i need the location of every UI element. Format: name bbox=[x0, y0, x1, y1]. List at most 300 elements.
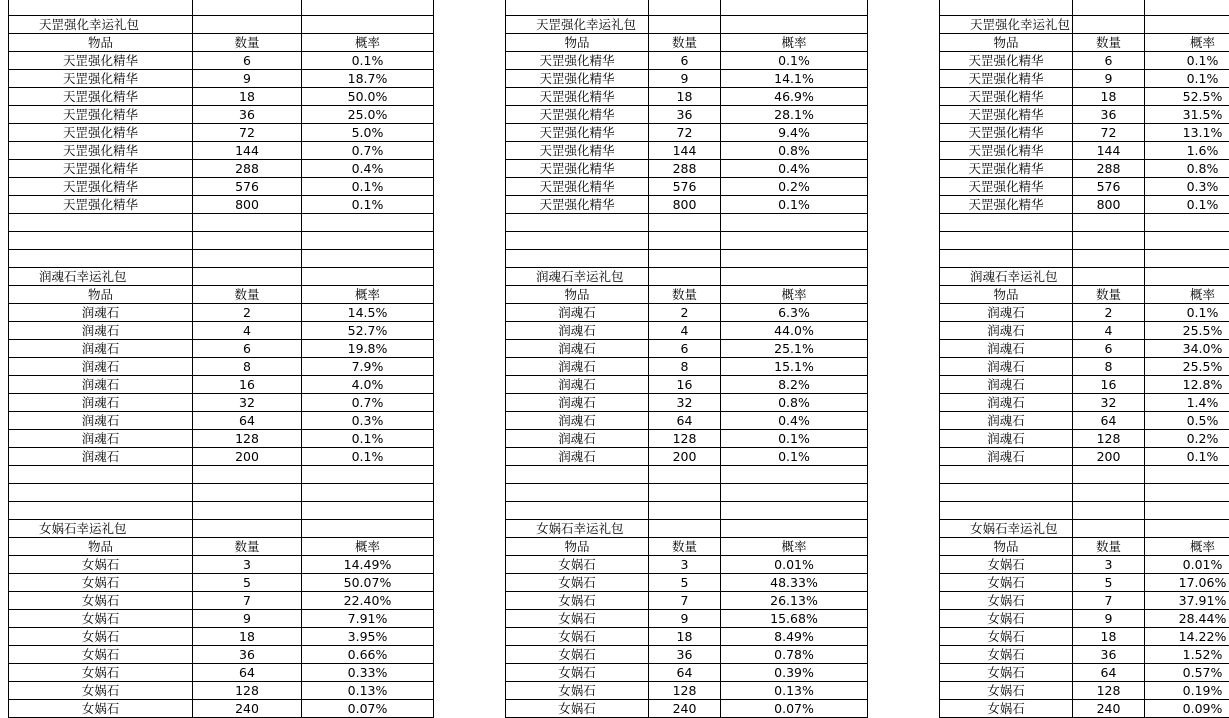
item-cell[interactable]: 女娲石 bbox=[940, 574, 1073, 592]
empty-cell[interactable] bbox=[506, 232, 649, 250]
empty-cell[interactable] bbox=[1073, 0, 1145, 16]
item-cell[interactable]: 女娲石 bbox=[506, 682, 649, 700]
probability-cell[interactable]: 0.07% bbox=[302, 700, 434, 718]
item-cell[interactable]: 润魂石 bbox=[9, 412, 193, 430]
item-cell[interactable]: 天罡强化精华 bbox=[940, 178, 1073, 196]
probability-cell[interactable]: 34.0% bbox=[1145, 340, 1229, 358]
item-cell[interactable]: 天罡强化精华 bbox=[9, 88, 193, 106]
empty-cell[interactable] bbox=[193, 466, 302, 484]
quantity-cell[interactable]: 36 bbox=[193, 106, 302, 124]
probability-cell[interactable]: 6.3% bbox=[721, 304, 868, 322]
quantity-cell[interactable]: 32 bbox=[1073, 394, 1145, 412]
probability-cell[interactable]: 14.22% bbox=[1145, 628, 1229, 646]
item-cell[interactable]: 润魂石 bbox=[940, 412, 1073, 430]
item-cell[interactable]: 润魂石 bbox=[506, 340, 649, 358]
empty-cell[interactable] bbox=[721, 484, 868, 502]
quantity-header-cell[interactable]: 数量 bbox=[193, 538, 302, 556]
item-cell[interactable]: 天罡强化精华 bbox=[506, 106, 649, 124]
probability-cell[interactable]: 0.01% bbox=[721, 556, 868, 574]
item-cell[interactable]: 女娲石 bbox=[940, 664, 1073, 682]
probability-cell[interactable]: 0.2% bbox=[1145, 430, 1229, 448]
empty-cell[interactable] bbox=[193, 250, 302, 268]
quantity-header-cell[interactable]: 数量 bbox=[193, 286, 302, 304]
empty-cell[interactable] bbox=[506, 484, 649, 502]
probability-header-cell[interactable]: 概率 bbox=[302, 34, 434, 52]
empty-cell[interactable] bbox=[9, 232, 193, 250]
quantity-cell[interactable]: 240 bbox=[1073, 700, 1145, 718]
empty-cell[interactable] bbox=[1145, 214, 1229, 232]
probability-cell[interactable]: 15.68% bbox=[721, 610, 868, 628]
empty-cell[interactable] bbox=[940, 502, 1073, 520]
item-cell[interactable]: 天罡强化精华 bbox=[506, 178, 649, 196]
probability-cell[interactable]: 31.5% bbox=[1145, 106, 1229, 124]
item-header-cell[interactable]: 物品 bbox=[9, 286, 193, 304]
quantity-cell[interactable]: 9 bbox=[193, 70, 302, 88]
item-cell[interactable]: 天罡强化精华 bbox=[940, 196, 1073, 214]
probability-cell[interactable]: 0.1% bbox=[1145, 70, 1229, 88]
empty-cell[interactable] bbox=[506, 502, 649, 520]
probability-cell[interactable]: 0.8% bbox=[1145, 160, 1229, 178]
item-cell[interactable]: 天罡强化精华 bbox=[9, 52, 193, 70]
item-header-cell[interactable]: 物品 bbox=[506, 538, 649, 556]
item-cell[interactable]: 天罡强化精华 bbox=[940, 160, 1073, 178]
probability-cell[interactable]: 18.7% bbox=[302, 70, 434, 88]
quantity-cell[interactable]: 144 bbox=[1073, 142, 1145, 160]
quantity-cell[interactable]: 576 bbox=[649, 178, 721, 196]
quantity-cell[interactable]: 5 bbox=[649, 574, 721, 592]
item-header-cell[interactable]: 物品 bbox=[940, 538, 1073, 556]
probability-cell[interactable]: 52.7% bbox=[302, 322, 434, 340]
item-cell[interactable]: 润魂石 bbox=[506, 358, 649, 376]
quantity-cell[interactable]: 128 bbox=[193, 682, 302, 700]
item-cell[interactable]: 女娲石 bbox=[9, 592, 193, 610]
empty-cell[interactable] bbox=[9, 502, 193, 520]
item-header-cell[interactable]: 物品 bbox=[9, 34, 193, 52]
quantity-cell[interactable]: 72 bbox=[649, 124, 721, 142]
quantity-cell[interactable]: 36 bbox=[649, 106, 721, 124]
empty-cell[interactable] bbox=[193, 520, 302, 538]
empty-cell[interactable] bbox=[649, 502, 721, 520]
item-cell[interactable]: 润魂石 bbox=[506, 304, 649, 322]
item-cell[interactable]: 女娲石 bbox=[940, 700, 1073, 718]
item-cell[interactable]: 天罡强化精华 bbox=[9, 106, 193, 124]
probability-header-cell[interactable]: 概率 bbox=[721, 286, 868, 304]
item-cell[interactable]: 润魂石 bbox=[9, 448, 193, 466]
item-cell[interactable]: 女娲石 bbox=[940, 610, 1073, 628]
quantity-cell[interactable]: 6 bbox=[1073, 340, 1145, 358]
probability-cell[interactable]: 0.13% bbox=[302, 682, 434, 700]
empty-cell[interactable] bbox=[302, 214, 434, 232]
probability-cell[interactable]: 37.91% bbox=[1145, 592, 1229, 610]
empty-cell[interactable] bbox=[193, 268, 302, 286]
probability-cell[interactable]: 1.6% bbox=[1145, 142, 1229, 160]
quantity-cell[interactable]: 18 bbox=[649, 628, 721, 646]
empty-cell[interactable] bbox=[1073, 214, 1145, 232]
item-cell[interactable]: 女娲石 bbox=[940, 556, 1073, 574]
quantity-cell[interactable]: 32 bbox=[649, 394, 721, 412]
probability-cell[interactable]: 3.95% bbox=[302, 628, 434, 646]
quantity-header-cell[interactable]: 数量 bbox=[1073, 286, 1145, 304]
probability-cell[interactable]: 22.40% bbox=[302, 592, 434, 610]
item-cell[interactable]: 女娲石 bbox=[9, 574, 193, 592]
probability-cell[interactable]: 8.2% bbox=[721, 376, 868, 394]
probability-cell[interactable]: 0.7% bbox=[302, 394, 434, 412]
item-cell[interactable]: 女娲石 bbox=[9, 700, 193, 718]
probability-cell[interactable]: 0.1% bbox=[721, 430, 868, 448]
quantity-cell[interactable]: 2 bbox=[1073, 304, 1145, 322]
empty-cell[interactable] bbox=[1145, 466, 1229, 484]
item-cell[interactable]: 润魂石 bbox=[506, 376, 649, 394]
empty-cell[interactable] bbox=[193, 502, 302, 520]
item-cell[interactable]: 女娲石 bbox=[9, 628, 193, 646]
item-cell[interactable]: 润魂石 bbox=[506, 412, 649, 430]
probability-header-cell[interactable]: 概率 bbox=[1145, 34, 1229, 52]
quantity-cell[interactable]: 64 bbox=[649, 664, 721, 682]
probability-cell[interactable]: 0.1% bbox=[302, 178, 434, 196]
item-cell[interactable]: 女娲石 bbox=[9, 556, 193, 574]
item-cell[interactable]: 女娲石 bbox=[506, 628, 649, 646]
empty-cell[interactable] bbox=[721, 268, 868, 286]
probability-cell[interactable]: 0.8% bbox=[721, 142, 868, 160]
quantity-cell[interactable]: 64 bbox=[649, 412, 721, 430]
empty-cell[interactable] bbox=[506, 214, 649, 232]
probability-cell[interactable]: 4.0% bbox=[302, 376, 434, 394]
probability-cell[interactable]: 0.3% bbox=[302, 412, 434, 430]
item-cell[interactable]: 润魂石 bbox=[940, 430, 1073, 448]
probability-cell[interactable]: 1.52% bbox=[1145, 646, 1229, 664]
empty-cell[interactable] bbox=[302, 232, 434, 250]
item-cell[interactable]: 天罡强化精华 bbox=[940, 142, 1073, 160]
item-cell[interactable]: 润魂石 bbox=[9, 394, 193, 412]
quantity-cell[interactable]: 128 bbox=[1073, 430, 1145, 448]
quantity-cell[interactable]: 4 bbox=[649, 322, 721, 340]
item-cell[interactable]: 女娲石 bbox=[9, 682, 193, 700]
quantity-cell[interactable]: 18 bbox=[193, 628, 302, 646]
quantity-cell[interactable]: 8 bbox=[193, 358, 302, 376]
empty-cell[interactable] bbox=[302, 484, 434, 502]
item-cell[interactable]: 天罡强化精华 bbox=[506, 160, 649, 178]
item-cell[interactable]: 天罡强化精华 bbox=[940, 88, 1073, 106]
probability-cell[interactable]: 28.1% bbox=[721, 106, 868, 124]
quantity-cell[interactable]: 36 bbox=[193, 646, 302, 664]
quantity-cell[interactable]: 800 bbox=[649, 196, 721, 214]
section-title-cell[interactable]: 润魂石幸运礼包 bbox=[506, 268, 649, 286]
probability-cell[interactable]: 25.0% bbox=[302, 106, 434, 124]
empty-cell[interactable] bbox=[1073, 520, 1145, 538]
empty-cell[interactable] bbox=[1073, 16, 1145, 34]
empty-cell[interactable] bbox=[1145, 502, 1229, 520]
quantity-cell[interactable]: 9 bbox=[1073, 70, 1145, 88]
quantity-cell[interactable]: 72 bbox=[193, 124, 302, 142]
probability-header-cell[interactable]: 概率 bbox=[721, 538, 868, 556]
probability-cell[interactable]: 0.4% bbox=[721, 412, 868, 430]
empty-cell[interactable] bbox=[721, 214, 868, 232]
item-cell[interactable]: 女娲石 bbox=[506, 664, 649, 682]
item-cell[interactable]: 润魂石 bbox=[506, 394, 649, 412]
section-title-cell[interactable]: 天罡强化幸运礼包 bbox=[9, 16, 193, 34]
quantity-cell[interactable]: 6 bbox=[649, 340, 721, 358]
empty-cell[interactable] bbox=[506, 250, 649, 268]
empty-cell[interactable] bbox=[302, 502, 434, 520]
empty-cell[interactable] bbox=[9, 484, 193, 502]
item-cell[interactable]: 润魂石 bbox=[940, 376, 1073, 394]
probability-cell[interactable]: 14.5% bbox=[302, 304, 434, 322]
probability-cell[interactable]: 50.0% bbox=[302, 88, 434, 106]
empty-cell[interactable] bbox=[940, 484, 1073, 502]
empty-cell[interactable] bbox=[649, 250, 721, 268]
empty-cell[interactable] bbox=[1145, 484, 1229, 502]
probability-cell[interactable]: 15.1% bbox=[721, 358, 868, 376]
item-cell[interactable]: 润魂石 bbox=[506, 430, 649, 448]
empty-cell[interactable] bbox=[9, 214, 193, 232]
empty-cell[interactable] bbox=[1145, 268, 1229, 286]
quantity-cell[interactable]: 9 bbox=[193, 610, 302, 628]
item-cell[interactable]: 润魂石 bbox=[940, 358, 1073, 376]
probability-cell[interactable]: 7.91% bbox=[302, 610, 434, 628]
empty-cell[interactable] bbox=[1145, 16, 1229, 34]
item-cell[interactable]: 天罡强化精华 bbox=[940, 106, 1073, 124]
item-cell[interactable]: 润魂石 bbox=[940, 304, 1073, 322]
quantity-header-cell[interactable]: 数量 bbox=[649, 34, 721, 52]
probability-cell[interactable]: 0.1% bbox=[721, 52, 868, 70]
item-cell[interactable]: 天罡强化精华 bbox=[9, 196, 193, 214]
empty-cell[interactable] bbox=[721, 0, 868, 16]
item-cell[interactable]: 天罡强化精华 bbox=[9, 142, 193, 160]
quantity-cell[interactable]: 6 bbox=[193, 52, 302, 70]
quantity-cell[interactable]: 240 bbox=[193, 700, 302, 718]
probability-cell[interactable]: 0.1% bbox=[1145, 52, 1229, 70]
empty-cell[interactable] bbox=[1073, 484, 1145, 502]
probability-cell[interactable]: 44.0% bbox=[721, 322, 868, 340]
quantity-cell[interactable]: 6 bbox=[1073, 52, 1145, 70]
quantity-header-cell[interactable]: 数量 bbox=[193, 34, 302, 52]
probability-cell[interactable]: 14.1% bbox=[721, 70, 868, 88]
item-cell[interactable]: 润魂石 bbox=[9, 322, 193, 340]
probability-cell[interactable]: 0.5% bbox=[1145, 412, 1229, 430]
probability-cell[interactable]: 0.57% bbox=[1145, 664, 1229, 682]
item-cell[interactable]: 润魂石 bbox=[9, 430, 193, 448]
probability-cell[interactable]: 0.1% bbox=[721, 448, 868, 466]
probability-cell[interactable]: 0.4% bbox=[721, 160, 868, 178]
section-title-cell[interactable]: 女娲石幸运礼包 bbox=[940, 520, 1073, 538]
probability-cell[interactable]: 7.9% bbox=[302, 358, 434, 376]
empty-cell[interactable] bbox=[721, 16, 868, 34]
quantity-cell[interactable]: 18 bbox=[1073, 88, 1145, 106]
probability-cell[interactable]: 0.1% bbox=[302, 430, 434, 448]
probability-cell[interactable]: 19.8% bbox=[302, 340, 434, 358]
item-cell[interactable]: 天罡强化精华 bbox=[9, 70, 193, 88]
quantity-cell[interactable]: 200 bbox=[1073, 448, 1145, 466]
empty-cell[interactable] bbox=[721, 232, 868, 250]
item-cell[interactable]: 天罡强化精华 bbox=[506, 70, 649, 88]
quantity-cell[interactable]: 8 bbox=[649, 358, 721, 376]
quantity-cell[interactable]: 9 bbox=[649, 610, 721, 628]
item-cell[interactable]: 润魂石 bbox=[9, 304, 193, 322]
empty-cell[interactable] bbox=[302, 0, 434, 16]
probability-cell[interactable]: 8.49% bbox=[721, 628, 868, 646]
quantity-cell[interactable]: 128 bbox=[649, 430, 721, 448]
probability-cell[interactable]: 17.06% bbox=[1145, 574, 1229, 592]
quantity-cell[interactable]: 36 bbox=[1073, 646, 1145, 664]
quantity-cell[interactable]: 16 bbox=[193, 376, 302, 394]
item-cell[interactable]: 女娲石 bbox=[506, 574, 649, 592]
quantity-cell[interactable]: 240 bbox=[649, 700, 721, 718]
item-cell[interactable]: 润魂石 bbox=[940, 340, 1073, 358]
quantity-cell[interactable]: 4 bbox=[1073, 322, 1145, 340]
quantity-cell[interactable]: 9 bbox=[649, 70, 721, 88]
probability-cell[interactable]: 50.07% bbox=[302, 574, 434, 592]
quantity-cell[interactable]: 800 bbox=[1073, 196, 1145, 214]
empty-cell[interactable] bbox=[302, 520, 434, 538]
quantity-cell[interactable]: 36 bbox=[649, 646, 721, 664]
item-cell[interactable]: 女娲石 bbox=[506, 700, 649, 718]
item-cell[interactable]: 女娲石 bbox=[9, 610, 193, 628]
empty-cell[interactable] bbox=[721, 250, 868, 268]
probability-cell[interactable]: 1.4% bbox=[1145, 394, 1229, 412]
probability-cell[interactable]: 28.44% bbox=[1145, 610, 1229, 628]
section-title-cell[interactable]: 润魂石幸运礼包 bbox=[9, 268, 193, 286]
quantity-cell[interactable]: 16 bbox=[649, 376, 721, 394]
section-title-cell[interactable]: 女娲石幸运礼包 bbox=[9, 520, 193, 538]
empty-cell[interactable] bbox=[1073, 250, 1145, 268]
item-cell[interactable]: 润魂石 bbox=[506, 448, 649, 466]
item-cell[interactable]: 天罡强化精华 bbox=[9, 124, 193, 142]
quantity-cell[interactable]: 128 bbox=[1073, 682, 1145, 700]
item-cell[interactable]: 天罡强化精华 bbox=[940, 70, 1073, 88]
item-cell[interactable]: 天罡强化精华 bbox=[940, 52, 1073, 70]
empty-cell[interactable] bbox=[721, 502, 868, 520]
probability-cell[interactable]: 0.2% bbox=[721, 178, 868, 196]
empty-cell[interactable] bbox=[649, 232, 721, 250]
empty-cell[interactable] bbox=[721, 520, 868, 538]
quantity-cell[interactable]: 3 bbox=[193, 556, 302, 574]
item-cell[interactable]: 天罡强化精华 bbox=[9, 160, 193, 178]
probability-cell[interactable]: 0.78% bbox=[721, 646, 868, 664]
empty-cell[interactable] bbox=[649, 466, 721, 484]
item-cell[interactable]: 女娲石 bbox=[9, 646, 193, 664]
section-title-cell[interactable]: 天罡强化幸运礼包 bbox=[940, 16, 1073, 34]
probability-cell[interactable]: 48.33% bbox=[721, 574, 868, 592]
item-cell[interactable]: 女娲石 bbox=[506, 646, 649, 664]
probability-cell[interactable]: 13.1% bbox=[1145, 124, 1229, 142]
quantity-cell[interactable]: 288 bbox=[649, 160, 721, 178]
quantity-cell[interactable]: 800 bbox=[193, 196, 302, 214]
quantity-cell[interactable]: 9 bbox=[1073, 610, 1145, 628]
probability-cell[interactable]: 0.3% bbox=[1145, 178, 1229, 196]
probability-cell[interactable]: 0.1% bbox=[302, 52, 434, 70]
empty-cell[interactable] bbox=[940, 0, 1073, 16]
empty-cell[interactable] bbox=[9, 0, 193, 16]
quantity-cell[interactable]: 3 bbox=[649, 556, 721, 574]
empty-cell[interactable] bbox=[193, 232, 302, 250]
quantity-cell[interactable]: 7 bbox=[193, 592, 302, 610]
quantity-cell[interactable]: 64 bbox=[1073, 664, 1145, 682]
item-header-cell[interactable]: 物品 bbox=[940, 286, 1073, 304]
empty-cell[interactable] bbox=[302, 250, 434, 268]
empty-cell[interactable] bbox=[940, 466, 1073, 484]
item-cell[interactable]: 天罡强化精华 bbox=[9, 178, 193, 196]
empty-cell[interactable] bbox=[940, 214, 1073, 232]
empty-cell[interactable] bbox=[9, 466, 193, 484]
probability-cell[interactable]: 0.39% bbox=[721, 664, 868, 682]
item-cell[interactable]: 女娲石 bbox=[506, 556, 649, 574]
quantity-cell[interactable]: 144 bbox=[649, 142, 721, 160]
empty-cell[interactable] bbox=[649, 214, 721, 232]
probability-cell[interactable]: 0.07% bbox=[721, 700, 868, 718]
quantity-cell[interactable]: 16 bbox=[1073, 376, 1145, 394]
probability-cell[interactable]: 0.13% bbox=[721, 682, 868, 700]
item-cell[interactable]: 天罡强化精华 bbox=[940, 124, 1073, 142]
quantity-cell[interactable]: 288 bbox=[193, 160, 302, 178]
quantity-cell[interactable]: 72 bbox=[1073, 124, 1145, 142]
probability-cell[interactable]: 0.66% bbox=[302, 646, 434, 664]
quantity-cell[interactable]: 5 bbox=[193, 574, 302, 592]
quantity-cell[interactable]: 5 bbox=[1073, 574, 1145, 592]
probability-cell[interactable]: 0.1% bbox=[721, 196, 868, 214]
item-cell[interactable]: 天罡强化精华 bbox=[506, 88, 649, 106]
section-title-cell[interactable]: 润魂石幸运礼包 bbox=[940, 268, 1073, 286]
quantity-cell[interactable]: 7 bbox=[649, 592, 721, 610]
quantity-cell[interactable]: 576 bbox=[1073, 178, 1145, 196]
item-cell[interactable]: 润魂石 bbox=[940, 394, 1073, 412]
item-header-cell[interactable]: 物品 bbox=[506, 286, 649, 304]
probability-header-cell[interactable]: 概率 bbox=[721, 34, 868, 52]
probability-cell[interactable]: 46.9% bbox=[721, 88, 868, 106]
empty-cell[interactable] bbox=[1073, 232, 1145, 250]
quantity-cell[interactable]: 288 bbox=[1073, 160, 1145, 178]
empty-cell[interactable] bbox=[193, 0, 302, 16]
quantity-cell[interactable]: 64 bbox=[193, 664, 302, 682]
quantity-cell[interactable]: 6 bbox=[193, 340, 302, 358]
item-header-cell[interactable]: 物品 bbox=[940, 34, 1073, 52]
probability-cell[interactable]: 52.5% bbox=[1145, 88, 1229, 106]
probability-cell[interactable]: 5.0% bbox=[302, 124, 434, 142]
probability-cell[interactable]: 14.49% bbox=[302, 556, 434, 574]
quantity-cell[interactable]: 3 bbox=[1073, 556, 1145, 574]
quantity-cell[interactable]: 144 bbox=[193, 142, 302, 160]
item-cell[interactable]: 润魂石 bbox=[9, 340, 193, 358]
quantity-cell[interactable]: 128 bbox=[649, 682, 721, 700]
probability-cell[interactable]: 0.1% bbox=[1145, 304, 1229, 322]
item-cell[interactable]: 天罡强化精华 bbox=[506, 196, 649, 214]
item-cell[interactable]: 女娲石 bbox=[506, 592, 649, 610]
empty-cell[interactable] bbox=[9, 250, 193, 268]
quantity-cell[interactable]: 200 bbox=[193, 448, 302, 466]
empty-cell[interactable] bbox=[1073, 466, 1145, 484]
item-cell[interactable]: 润魂石 bbox=[940, 448, 1073, 466]
empty-cell[interactable] bbox=[649, 0, 721, 16]
probability-cell[interactable]: 0.1% bbox=[1145, 448, 1229, 466]
probability-header-cell[interactable]: 概率 bbox=[1145, 538, 1229, 556]
item-cell[interactable]: 女娲石 bbox=[940, 682, 1073, 700]
empty-cell[interactable] bbox=[1145, 250, 1229, 268]
probability-cell[interactable]: 0.4% bbox=[302, 160, 434, 178]
empty-cell[interactable] bbox=[1073, 268, 1145, 286]
quantity-cell[interactable]: 128 bbox=[193, 430, 302, 448]
probability-cell[interactable]: 0.7% bbox=[302, 142, 434, 160]
item-cell[interactable]: 女娲石 bbox=[9, 664, 193, 682]
probability-cell[interactable]: 9.4% bbox=[721, 124, 868, 142]
empty-cell[interactable] bbox=[193, 16, 302, 34]
probability-cell[interactable]: 26.13% bbox=[721, 592, 868, 610]
empty-cell[interactable] bbox=[1145, 0, 1229, 16]
probability-cell[interactable]: 25.5% bbox=[1145, 322, 1229, 340]
item-cell[interactable]: 天罡强化精华 bbox=[506, 52, 649, 70]
empty-cell[interactable] bbox=[721, 466, 868, 484]
probability-cell[interactable]: 0.01% bbox=[1145, 556, 1229, 574]
empty-cell[interactable] bbox=[506, 466, 649, 484]
probability-header-cell[interactable]: 概率 bbox=[1145, 286, 1229, 304]
